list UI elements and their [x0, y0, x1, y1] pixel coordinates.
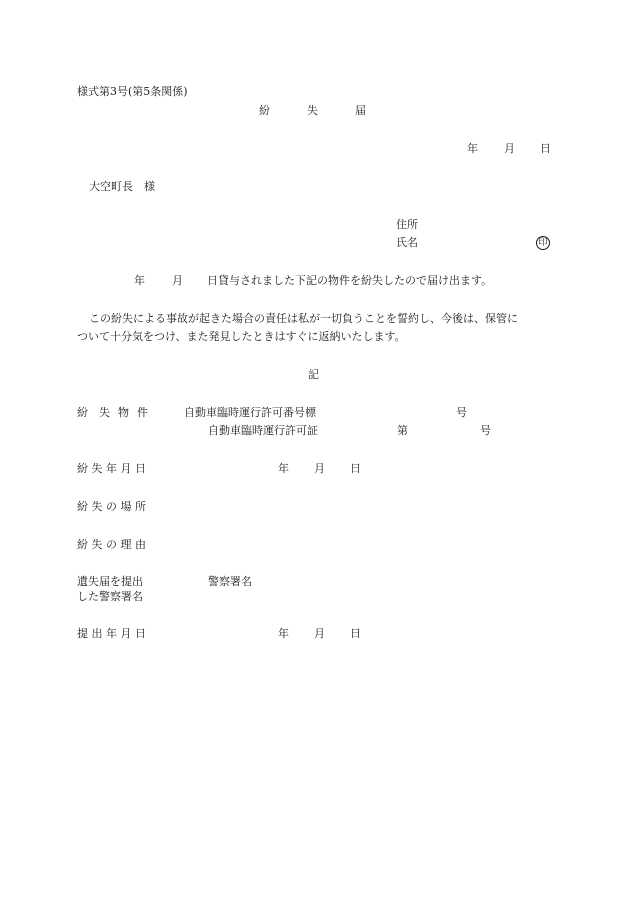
intro-month: 月 — [172, 274, 183, 287]
addressee: 大空町長 様 — [89, 180, 155, 193]
date-year: 年 — [467, 142, 478, 155]
lost-date-year: 年 — [278, 462, 289, 475]
lost-date-day: 日 — [350, 462, 361, 475]
item-cert-dai: 第 — [397, 424, 408, 437]
seal-icon: 印 — [536, 236, 550, 250]
intro-text: 日貸与されました下記の物件を紛失したので届け出ます。 — [207, 274, 493, 287]
items-label-4: 件 — [137, 406, 148, 419]
item-cert-go: 号 — [480, 424, 491, 437]
item-plate-number: 号 — [456, 406, 467, 419]
title-char-3: 届 — [355, 104, 366, 117]
pledge-line-1: この紛失による事故が起きた場合の責任は私が一切負うことを誓約し、今後は、保管に — [89, 312, 518, 325]
title-char-1: 紛 — [259, 104, 270, 117]
title-char-2: 失 — [307, 104, 318, 117]
lost-date-label: 紛 失 年 月 日 — [77, 462, 146, 475]
date-day: 日 — [540, 142, 551, 155]
form-number: 様式第3号(第5条関係) — [77, 85, 188, 98]
intro-year: 年 — [134, 274, 145, 287]
police-label-line-2: した警察署名 — [77, 590, 143, 603]
submit-date-month: 月 — [314, 627, 325, 640]
items-label-3: 物 — [118, 406, 129, 419]
police-station: 警察署名 — [208, 575, 252, 588]
submit-date-label: 提 出 年 月 日 — [77, 627, 146, 640]
item-cert: 自動車臨時運行許可証 — [208, 424, 318, 437]
lost-place-label: 紛 失 の 場 所 — [77, 500, 146, 513]
lost-date-month: 月 — [314, 462, 325, 475]
police-label-line-1: 遺失届を提出 — [77, 575, 143, 588]
lost-reason-label: 紛 失 の 理 由 — [77, 538, 146, 551]
items-label-1: 紛 — [77, 406, 88, 419]
submit-date-day: 日 — [350, 627, 361, 640]
name-label: 氏名 — [396, 236, 418, 249]
ki-heading: 記 — [308, 368, 319, 381]
date-month: 月 — [504, 142, 515, 155]
submit-date-year: 年 — [278, 627, 289, 640]
items-label-2: 失 — [99, 406, 110, 419]
pledge-line-2: ついて十分気をつけ、また発見したときはすぐに返納いたします。 — [77, 330, 406, 343]
item-plate: 自動車臨時運行許可番号標 — [184, 406, 316, 419]
address-label: 住所 — [396, 218, 418, 231]
